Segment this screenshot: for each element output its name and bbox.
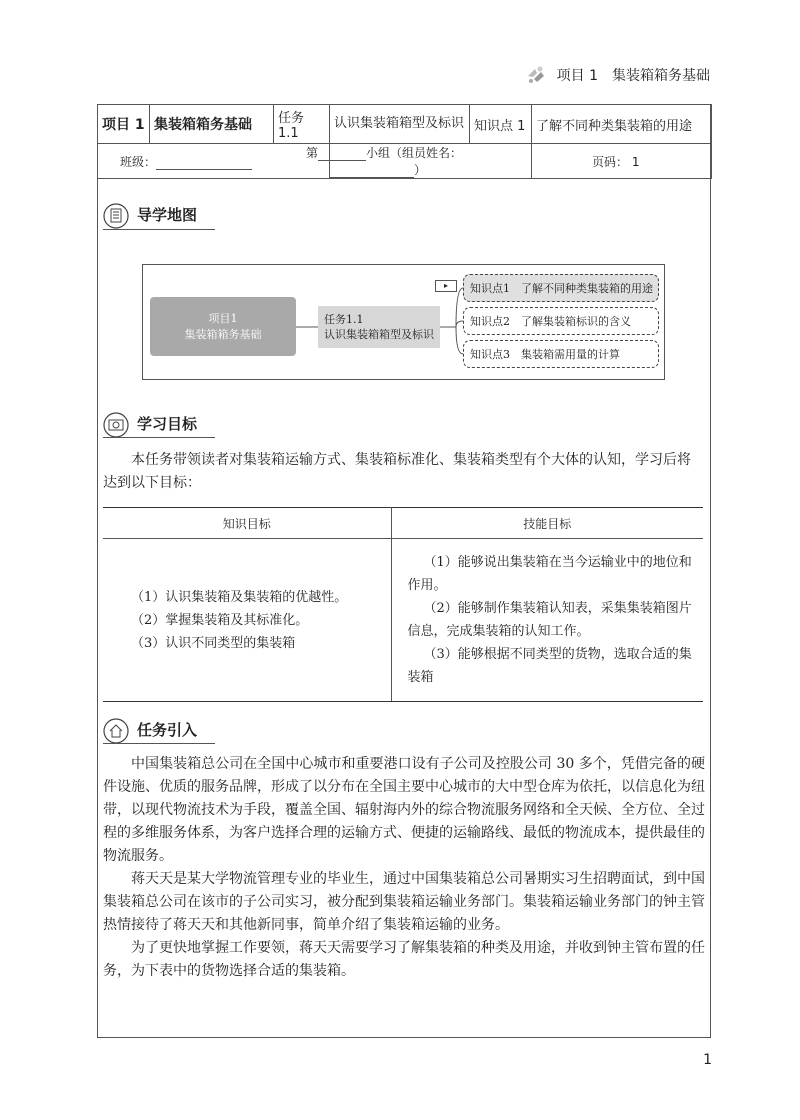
section-guide-heading (103, 203, 197, 229)
group-members-blank[interactable] (330, 165, 414, 178)
page-number: 1 (703, 1052, 712, 1068)
page-value: 1 (631, 154, 640, 169)
group-cell (306, 144, 532, 179)
knowledge-item: （1）认识集装箱及集装箱的优越性。 (131, 589, 348, 605)
task-name-cell: 认识集装箱箱型及标识 (330, 105, 470, 144)
section-intro-underline (103, 743, 215, 744)
header-table (97, 104, 712, 179)
knowledge-header: 知识目标 (103, 508, 391, 539)
group-prefix: 第 (306, 146, 319, 160)
mind-map-point-1: 知识点1 了解不同种类集装箱的用途 (463, 274, 659, 302)
book-logo-icon (525, 64, 547, 86)
page-label: 页码： (592, 154, 629, 169)
mind-map-point-3: 知识点3 集装箱需用量的计算 (463, 340, 659, 368)
mind-map-task-node (318, 306, 440, 348)
section-goals-heading (103, 412, 197, 438)
skill-header: 技能目标 (391, 508, 703, 539)
intro-paragraph: 蒋天天是某大学物流管理专业的毕业生，通过中国集装箱总公司暑期实习生招聘面试，到中国集装箱总公司在该市的子公司实习，被分配到集装箱运输业务部门。集装箱运输业务部门的钟主管热情接待了蒋天天和其他新同事，简单介绍了集装箱运输的业务。 (103, 871, 705, 933)
mind-map-root-line1: 项目1 (208, 311, 238, 325)
intro-paragraph: 为了更快地掌握工作要领，蒋天天需要学习了解集装箱的种类及用途，并收到钟主管布置的任务，为下表中的货物选择合适的集装箱。 (103, 940, 705, 979)
section-guide-title: 导学地图 (137, 206, 198, 224)
mind-map-root-line2: 集装箱箱务基础 (184, 327, 262, 341)
house-icon (103, 718, 129, 744)
project-name-cell: 集装箱箱务基础 (150, 105, 274, 144)
knowledge-cell (103, 539, 391, 702)
mind-map-task-line2: 认识集装箱箱型及标识 (324, 328, 434, 341)
section-goals-title: 学习目标 (137, 415, 198, 433)
group-label: 小组（组员姓名： (366, 146, 463, 160)
running-header (525, 64, 710, 86)
skill-cell (391, 539, 703, 702)
task-num-cell: 任务 1.1 (274, 105, 330, 144)
group-number-blank[interactable] (318, 148, 366, 161)
skill-item: （3）能够根据不同类型的货物，选取合适的集装箱 (407, 647, 692, 685)
page-cell (532, 144, 712, 179)
intro-paragraph: 中国集装箱总公司在全国中心城市和重要港口设有子公司及控股公司 30 多个，凭借完备的硬件设施、优质的服务品牌，形成了以分布在全国主要中心城市的大中型仓库为依托，以信息化为纽带，以现代物流技术为手段，覆盖全国、辐射海内外的综合物流服务网络和全天候、全方位、全过程的多维服务体系，为客户选择合理的运输方式、便捷的运输路线、最低的物流成本，提供最佳的物流服务。 (103, 756, 705, 864)
mind-map-point-2: 知识点2 了解集装箱标识的含义 (463, 307, 659, 335)
class-cell (98, 144, 330, 179)
knowledge-item: （2）掌握集装箱及其标准化。 (131, 612, 309, 628)
class-blank[interactable] (156, 157, 252, 170)
skill-item: （2）能够制作集装箱认知表，采集集装箱图片信息，完成集装箱的认知工作。 (407, 601, 692, 639)
kp-name-cell: 了解不同种类集装箱的用途 (532, 105, 712, 144)
goals-intro: 本任务带领读者对集装箱运输方式、集装箱标准化、集装箱类型有个大体的认知，学习后将达到以下目标： (103, 452, 691, 491)
intro-body (103, 753, 705, 983)
project-cell: 项目 1 (98, 105, 150, 144)
group-close: ） (414, 163, 427, 177)
section-goals-underline (103, 437, 215, 438)
class-label: 班级： (120, 154, 157, 169)
knowledge-item: （3）认识不同类型的集装箱 (131, 635, 296, 651)
section-intro-heading (103, 718, 197, 744)
section-guide-underline (103, 229, 215, 230)
target-board-icon (103, 412, 129, 438)
mind-map-task-line1: 任务1.1 (324, 313, 364, 326)
mind-map-root-node (150, 297, 296, 356)
running-header-text: 项目 1 集装箱箱务基础 (556, 68, 710, 84)
document-icon (103, 203, 129, 229)
skill-item: （1）能够说出集装箱在当今运输业中的地位和作用。 (407, 555, 692, 593)
section-intro-title: 任务引入 (137, 721, 198, 739)
flag-icon: ▸ (435, 280, 457, 292)
kp-num-cell: 知识点 1 (470, 105, 532, 144)
objectives-table (103, 507, 703, 702)
